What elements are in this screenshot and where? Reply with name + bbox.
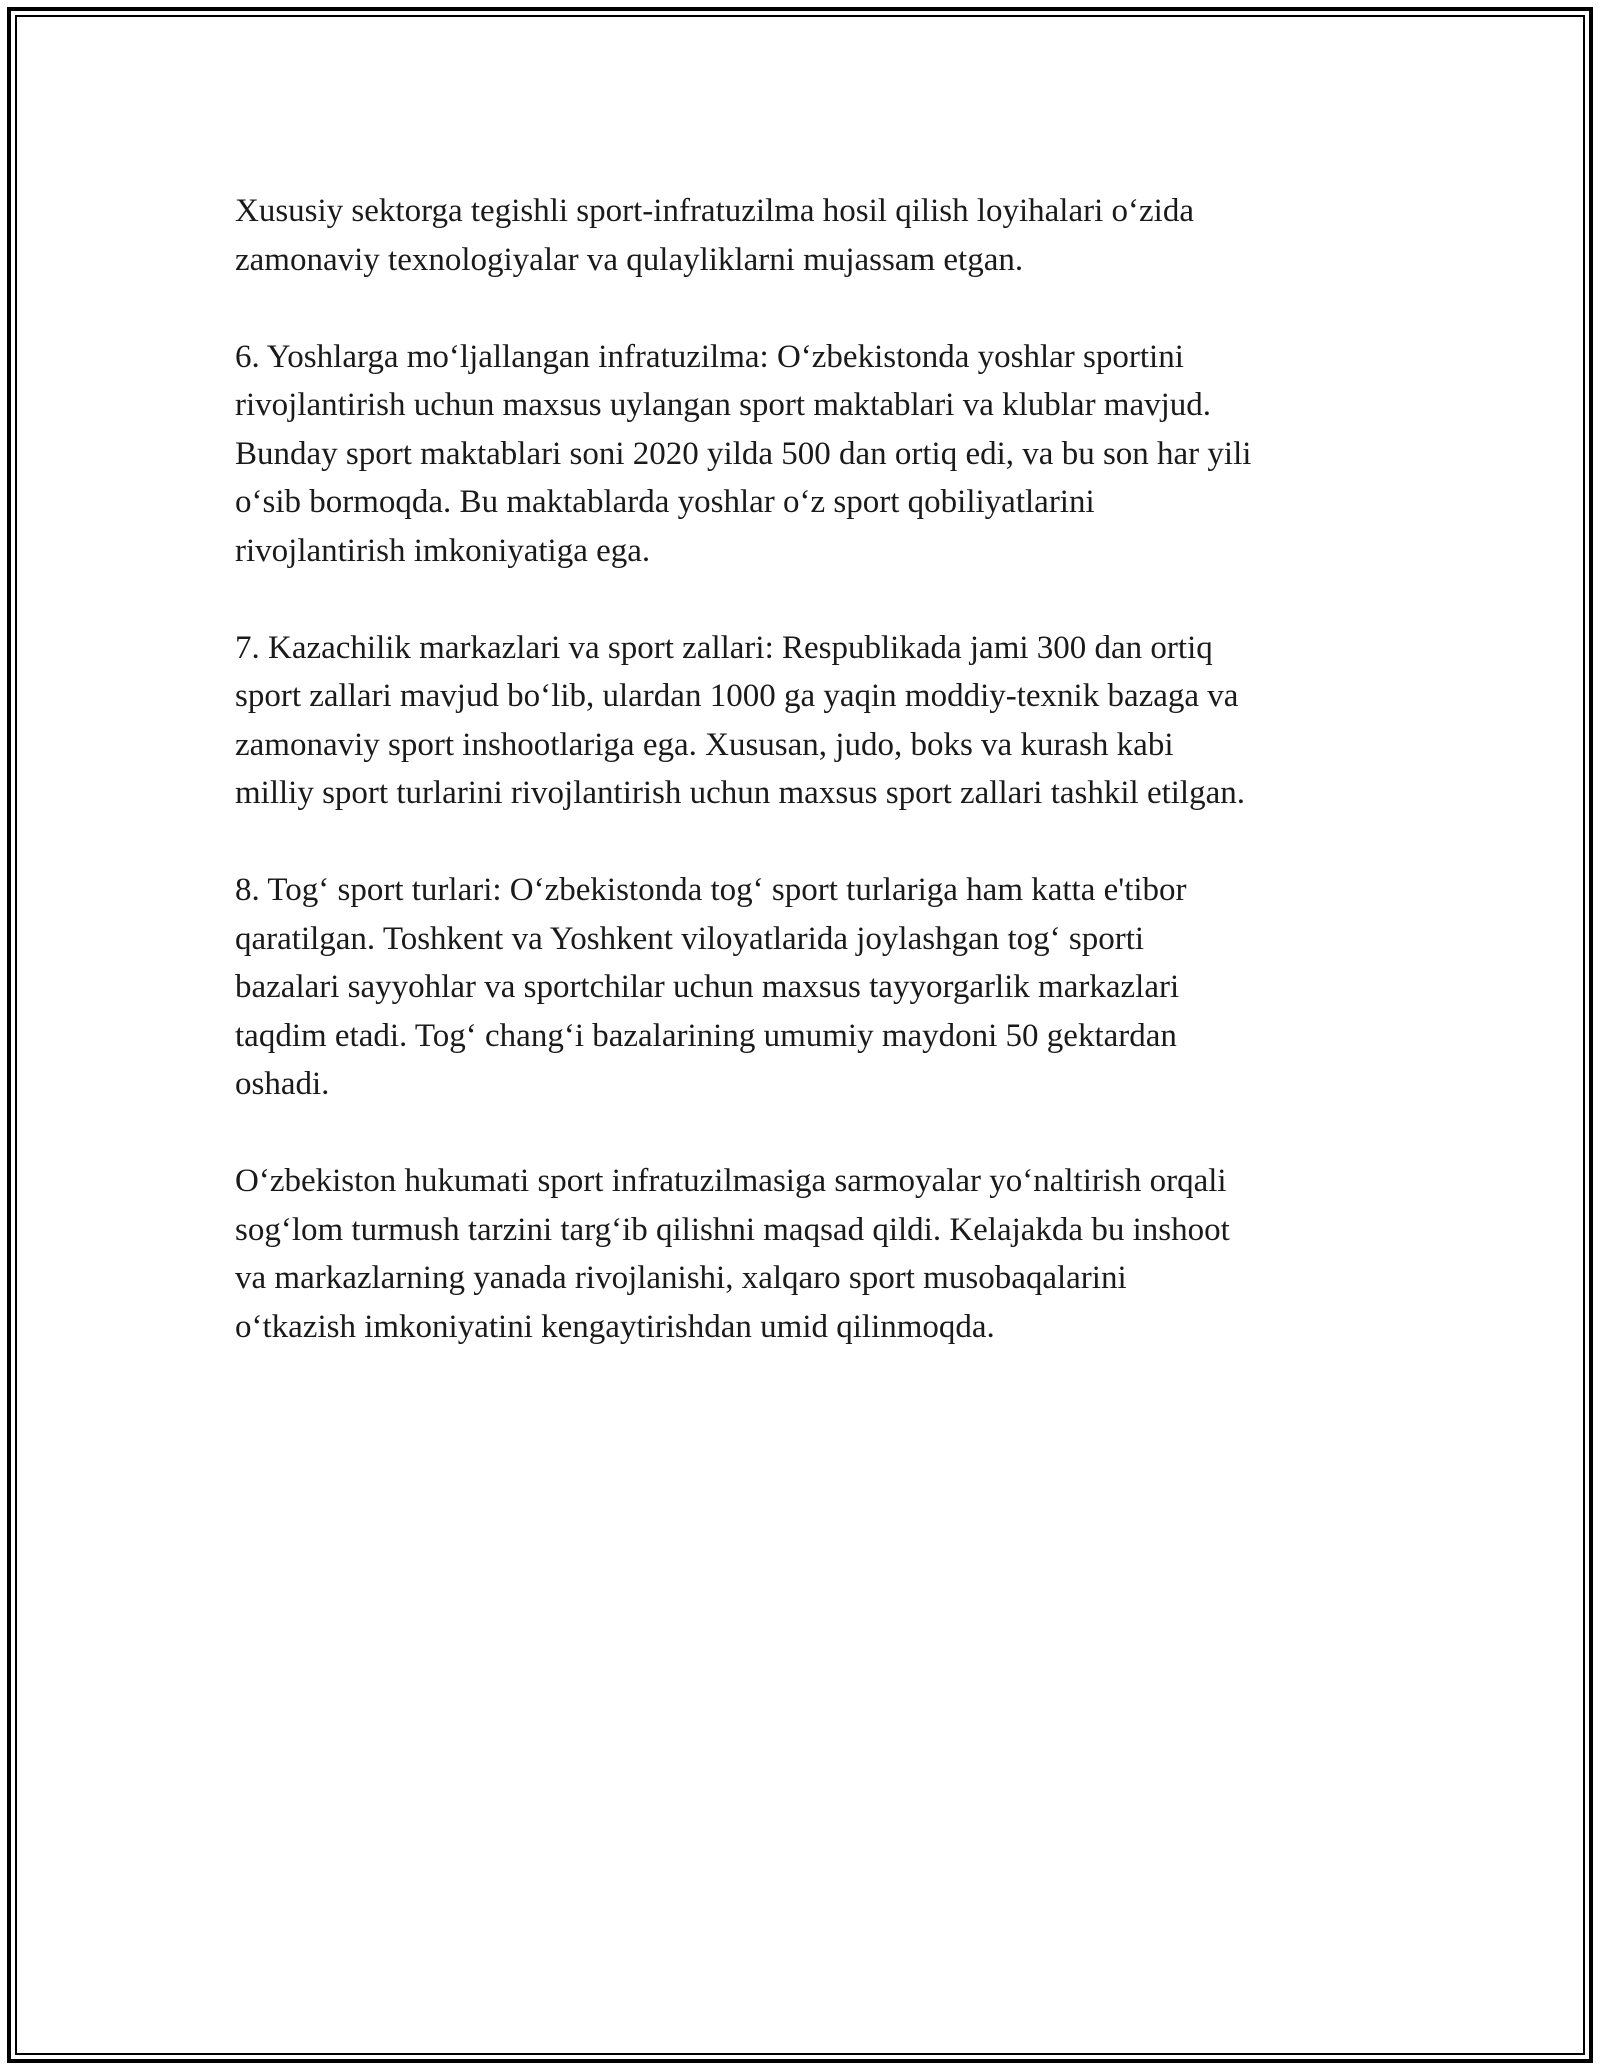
document-body: [235, 187, 1385, 1400]
text-line: milliy sport turlarini rivojlantirish uchun maxsus sport zallari tashkil etilgan.: [235, 775, 1245, 811]
text-line: rivojlantirish imkoniyatiga ega.: [235, 532, 651, 569]
text-line: zamonaviy texnologiyalar va qulayliklarni mujassam etgan.: [235, 241, 1024, 278]
text-line: zamonaviy sport inshootlariga ega. Xususan, judo, boks va kurash kabi: [235, 726, 1174, 763]
text-line: Xususiy sektorga tegishli sport-infratuzilma hosil qilish loyihalari o‘zida: [235, 193, 1194, 229]
text-line: rivojlantirish uchun maxsus uylangan sport maktablari va klublar mavjud.: [235, 387, 1212, 423]
text-line: 6. Yoshlarga mo‘ljallangan infratuzilma: O‘zbekistonda yoshlar sportini: [235, 338, 1184, 375]
text-line: o‘sib bormoqda. Bu maktablarda yoshlar o‘z sport qobiliyatlarini: [235, 484, 1095, 520]
text-line: va markazlarning yanada rivojlanishi, xalqaro sport musobaqalarini: [235, 1260, 1127, 1296]
paragraph-youth-infrastructure: [235, 333, 1385, 576]
text-line: bazalari sayyohlar va sportchilar uchun maxsus tayyorgarlik markazlari: [235, 969, 1180, 1005]
text-line: oshadi.: [235, 1066, 330, 1102]
text-line: 7. Kazachilik markazlari va sport zallari: Respublikada jami 300 dan ortiq: [235, 629, 1213, 666]
text-line: sog‘lom turmush tarzini targ‘ib qilishni maqsad qildi. Kelajakda bu inshoot: [235, 1211, 1230, 1248]
paragraph-mountain-sports: [235, 866, 1385, 1109]
paragraph-conclusion: [235, 1157, 1385, 1351]
paragraph-sport-halls: [235, 624, 1385, 818]
paragraph-private-sector: [235, 187, 1385, 284]
text-line: 8. Tog‘ sport turlari: O‘zbekistonda tog‘ sport turlariga ham katta e'tibor: [235, 872, 1187, 908]
text-line: Bunday sport maktablari soni 2020 yilda 500 dan ortiq edi, va bu son har yili: [235, 435, 1252, 472]
text-line: sport zallari mavjud bo‘lib, ulardan 1000 ga yaqin moddiy-texnik bazaga va: [235, 678, 1239, 714]
text-line: O‘zbekiston hukumati sport infratuzilmasiga sarmoyalar yo‘naltirish orqali: [235, 1163, 1227, 1199]
text-line: o‘tkazish imkoniyatini kengaytirishdan umid qilinmoqda.: [235, 1308, 995, 1345]
text-line: taqdim etadi. Tog‘ chang‘i bazalarining umumiy maydoni 50 gektardan: [235, 1017, 1177, 1054]
text-line: qaratilgan. Toshkent va Yoshkent viloyatlarida joylashgan tog‘ sporti: [235, 920, 1145, 957]
